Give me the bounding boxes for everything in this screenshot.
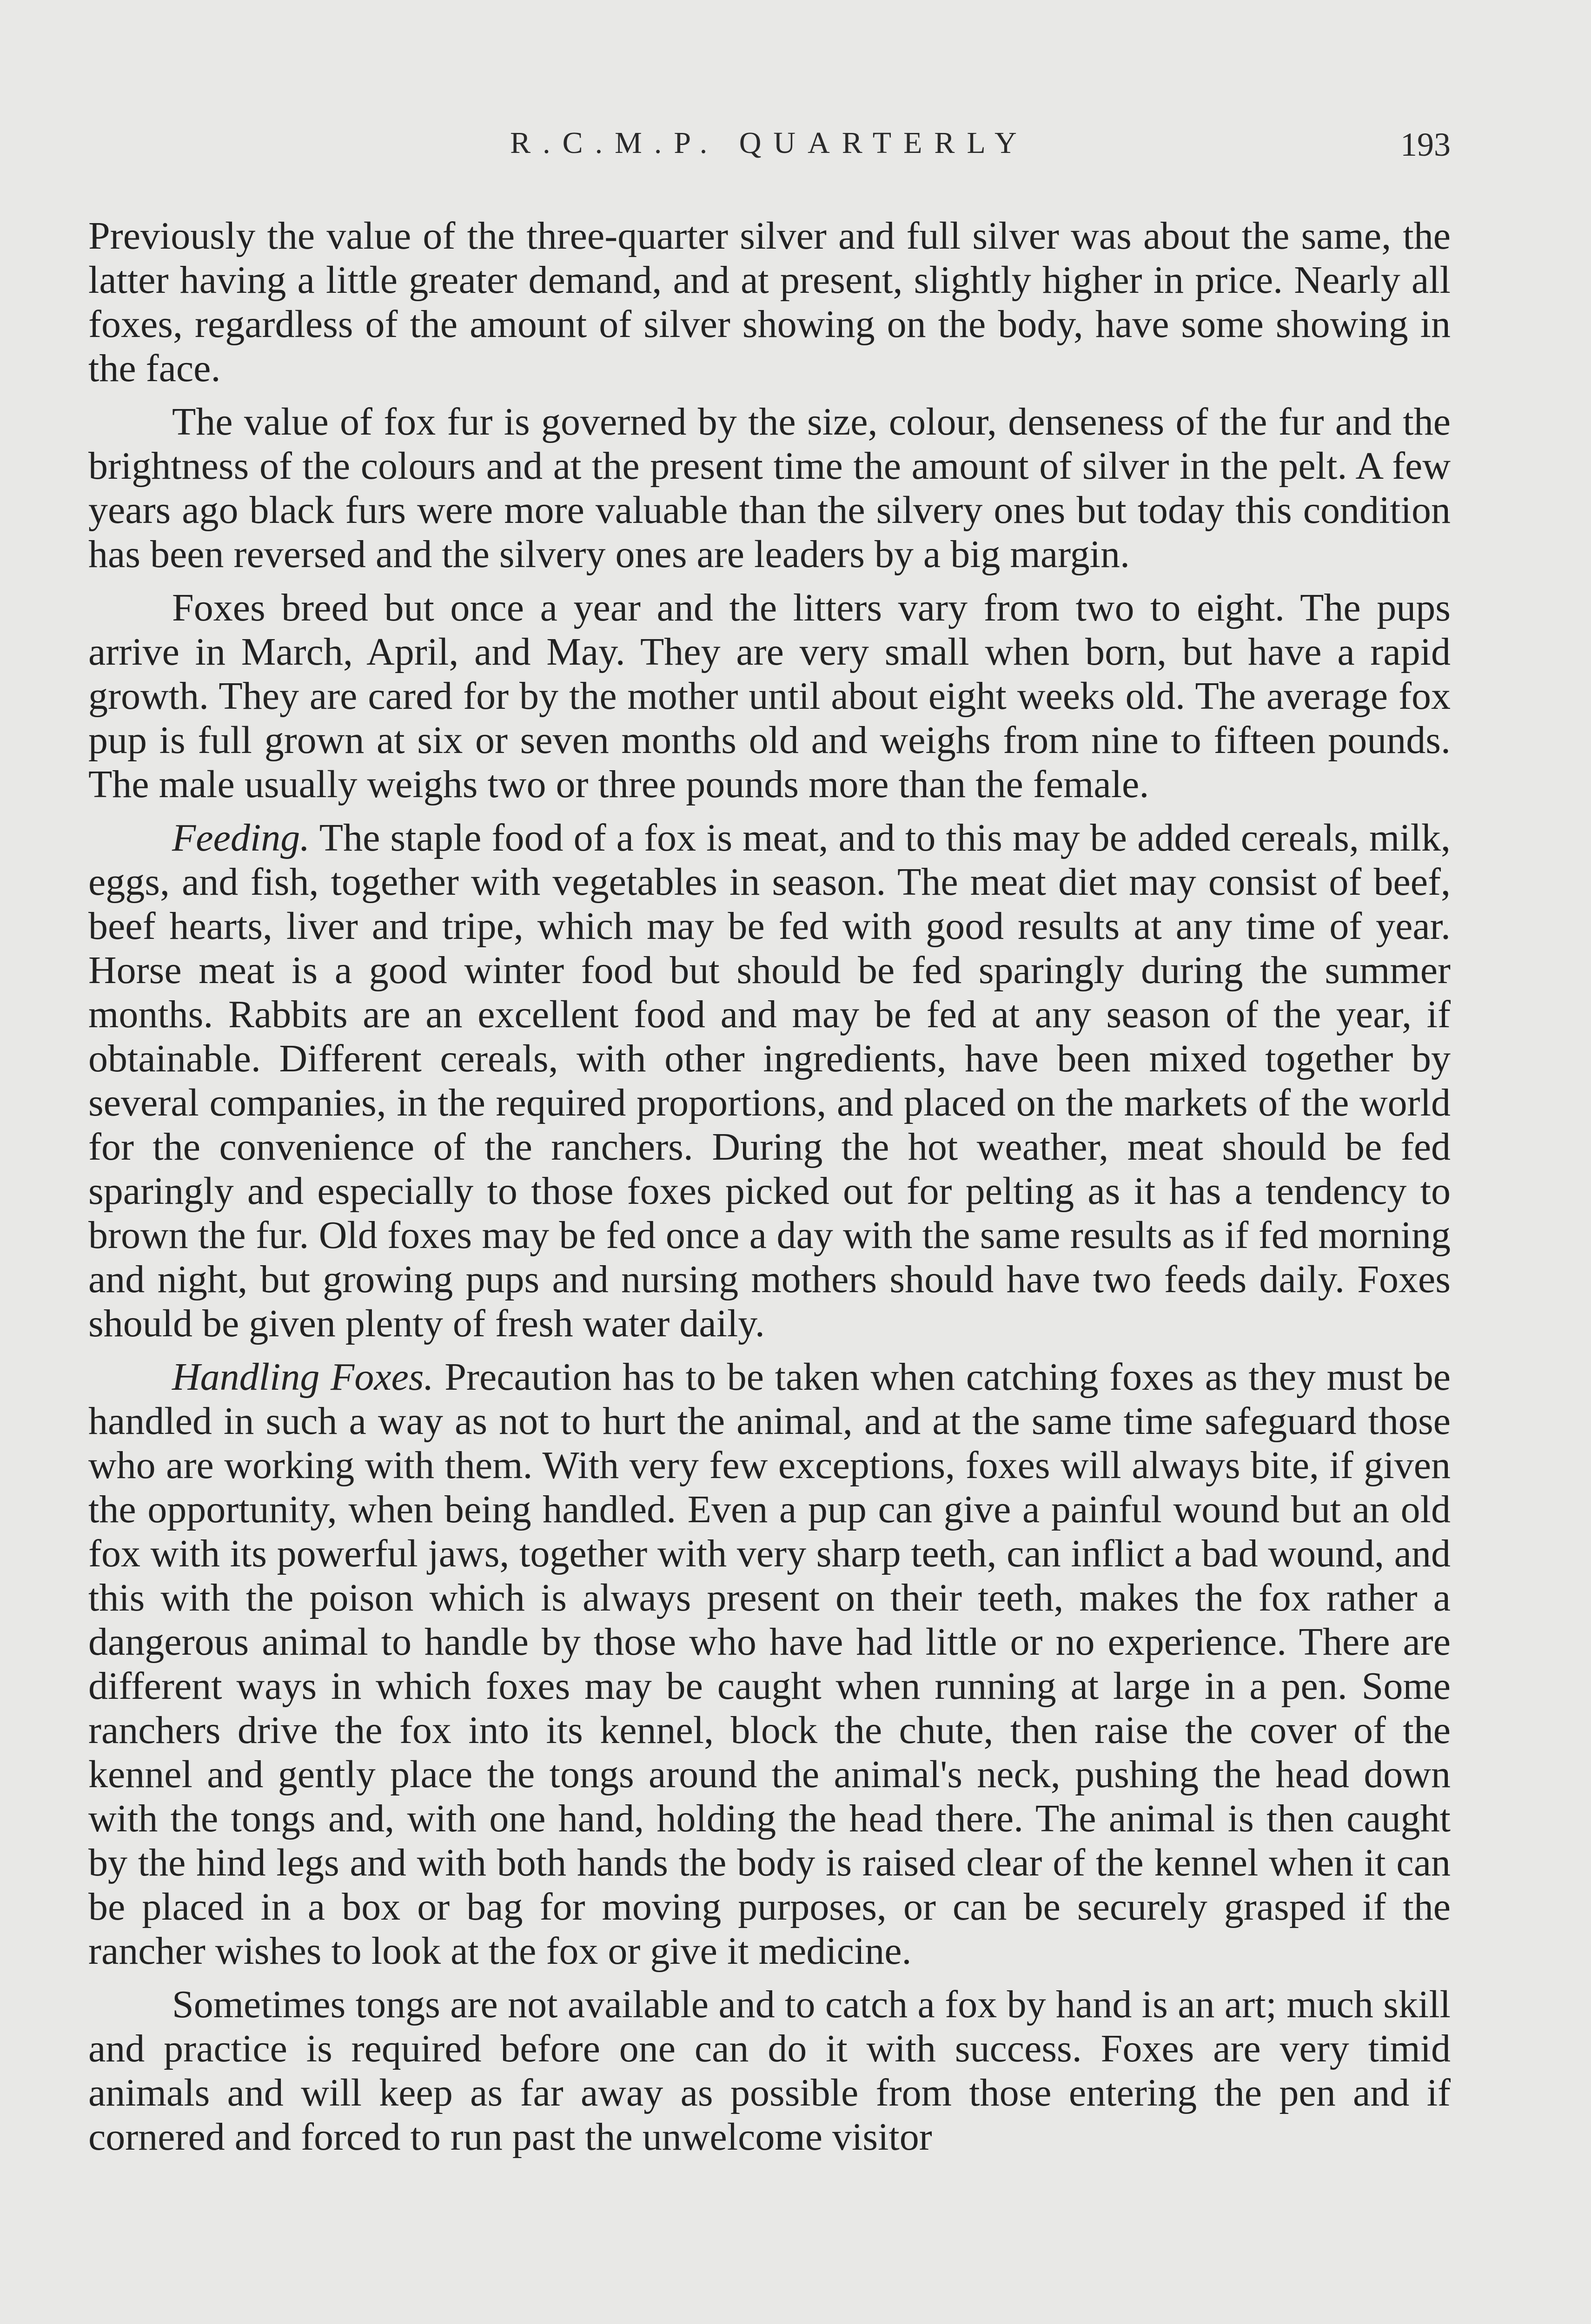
paragraph-1	[88, 214, 1451, 390]
paragraph-handling-foxes	[88, 1355, 1451, 1973]
paragraph-text: Previously the value of the three-quarter silver and full silver was about the same, the latter having a little greater demand, and at present, slightly higher in price. Nearly all foxes, regardless of the amount of silver showing on the body, have some showing in the face.	[88, 214, 1451, 390]
paragraph-feeding	[88, 816, 1451, 1346]
paragraph-text: Precaution has to be taken when catching foxes as they must be handled in such a way as not to hurt the animal, and at the same time safeguard those who are working with them. With very few exceptions, foxes will always bite, if given the opportunity, when being handled. Even a pup can give a painful wound but an old fox with its powerful jaws, together with very sharp teeth, can inflict a bad wound, and this with the poison which is always present on their teeth, makes the fox rather a dangerous animal to handle by those who have had little or no experience. There are different ways in which foxes may be caught when running at large in a pen. Some ranchers drive the fox into its kennel, block the chute, then raise the cover of the kennel and gently place the tongs around the animal's neck, pushing the head down with the tongs and, with one hand, holding the head there. The animal is then caught by the hind legs and with both hands the body is raised clear of the kennel when it can be placed in a box or bag for moving purposes, or can be securely grasped if the rancher wishes to look at the fox or give it medicine.	[88, 1355, 1451, 1973]
running-header	[88, 125, 1451, 181]
running-title: R.C.M.P. QUARTERLY	[510, 126, 1029, 160]
paragraph-6	[88, 1982, 1451, 2159]
paragraph-text: The staple food of a fox is meat, and to this may be added cereals, milk, eggs, and fish, together with vegetables in season. The meat diet may consist of beef, beef hearts, liver and tripe, which may be fed with good results at any time of year. Horse meat is a good winter food but should be fed sparingly during the summer months. Rabbits are an excellent food and may be fed at any season of the year, if obtainable. Different cereals, with other ingredients, have been mixed together by several companies, in the required proportions, and placed on the markets of the world for the convenience of the ranchers. During the hot weather, meat should be fed sparingly and especially to those foxes picked out for pelting as it has a tendency to brown the fur. Old foxes may be fed once a day with the same results as if fed morning and night, but growing pups and nursing mothers should have two feeds daily. Foxes should be given plenty of fresh water daily.	[88, 816, 1451, 1345]
section-heading-feeding: Feeding.	[172, 816, 310, 859]
paragraph-text: The value of fox fur is governed by the size, colour, denseness of the fur and the brightness of the colours and at the present time the amount of silver in the pelt. A few years ago black furs were more valuable than the silvery ones but today this condition has been reversed and the silvery ones are leaders by a big margin.	[88, 400, 1451, 576]
page-number: 193	[1400, 126, 1451, 163]
paragraph-text: Foxes breed but once a year and the litters vary from two to eight. The pups arrive in March, April, and May. They are very small when born, but have a rapid growth. They are cared for by the mother until about eight weeks old. The average fox pup is full grown at six or seven months old and weighs from nine to fifteen pounds. The male usually weighs two or three pounds more than the female.	[88, 586, 1451, 806]
section-heading-handling-foxes: Handling Foxes.	[172, 1355, 434, 1399]
paragraph-3	[88, 586, 1451, 806]
paragraph-2	[88, 400, 1451, 576]
paragraph-text: Sometimes tongs are not available and to catch a fox by hand is an art; much skill and practice is required before one can do it with success. Foxes are very timid animals and will keep as far away as possible from those entering the pen and if cornered and forced to run past the unwelcome visitor	[88, 1983, 1451, 2159]
article-body	[88, 214, 1451, 2168]
